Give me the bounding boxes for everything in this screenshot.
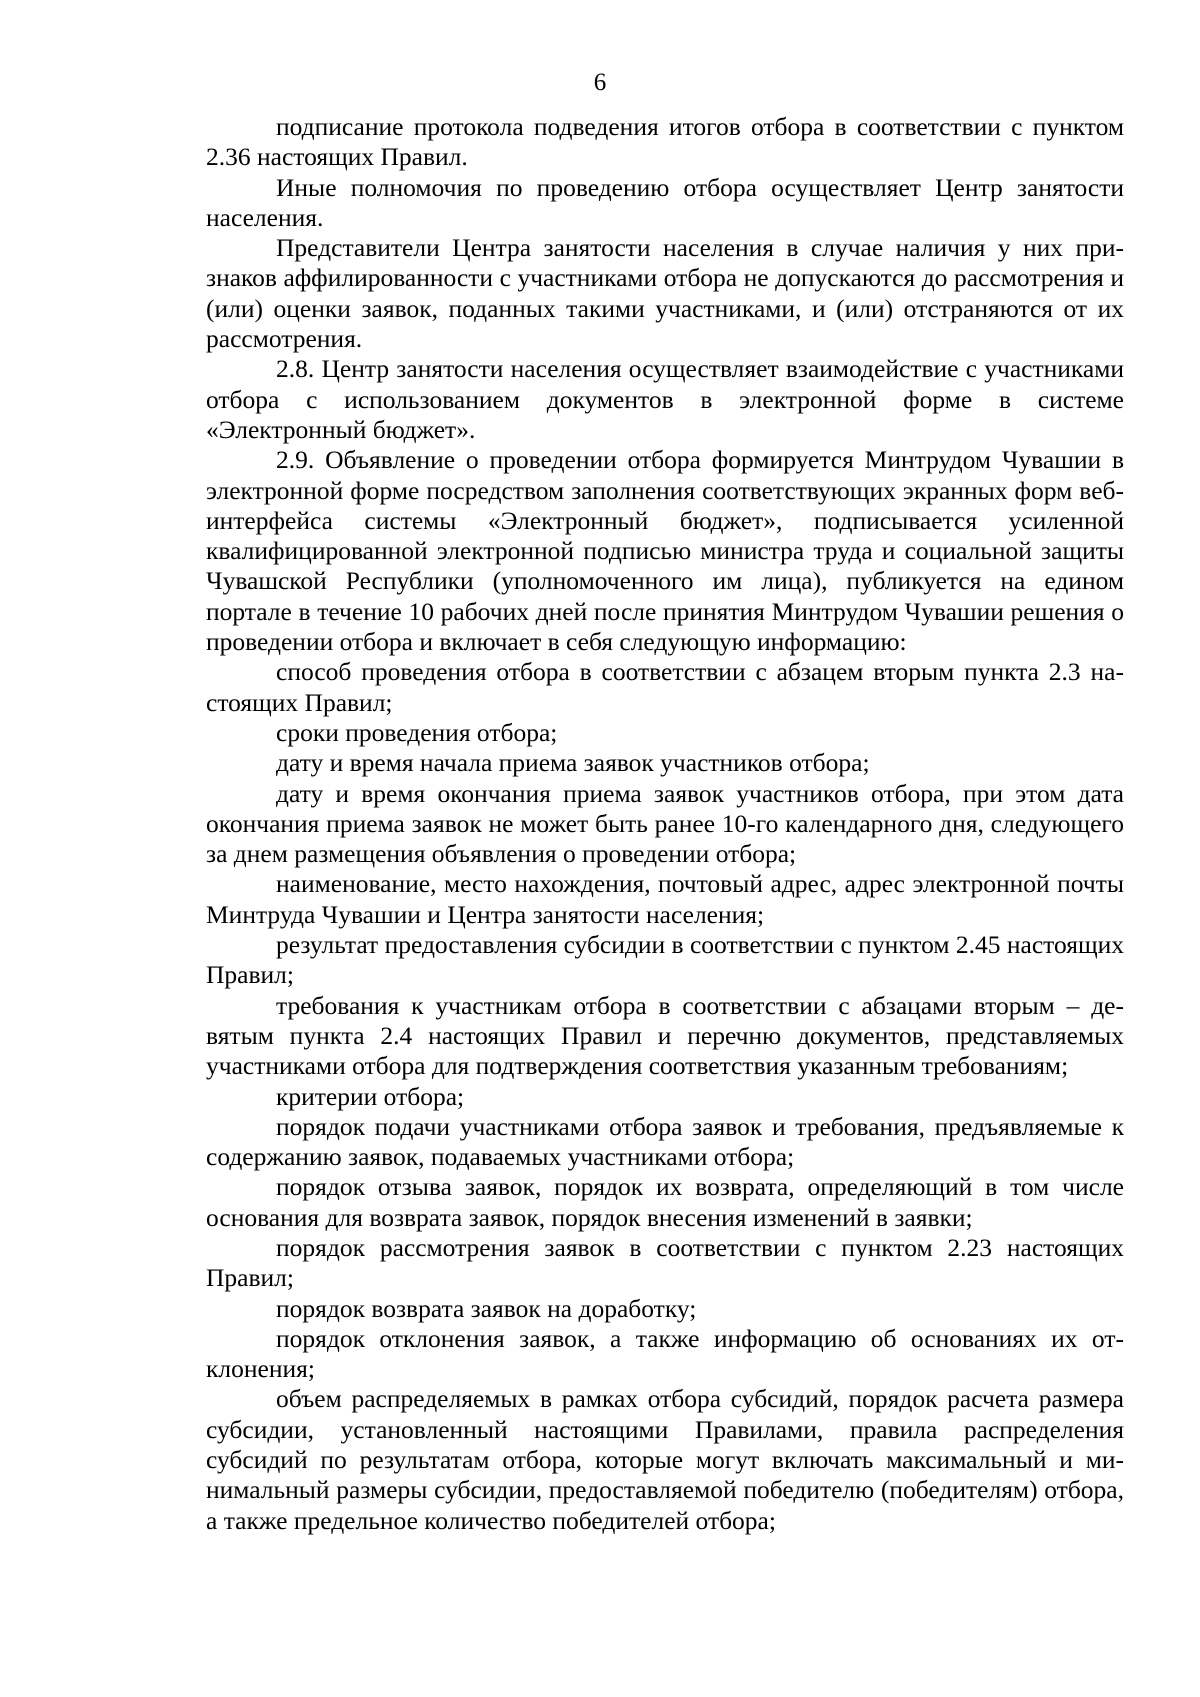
paragraph: требования к участникам отбора в соответствии с абзацами вторым – девятым пункта 2.4 настоящих Правил и перечню документов, представляемых участниками отбора для подтверждения соответствия указанным требованиям; [206, 990, 1124, 1081]
paragraph: порядок отзыва заявок, порядок их возврата, определяющий в том числе основания для возврата заявок, порядок внесения изменений в заявки; [206, 1172, 1124, 1232]
paragraph: наименование, место нахождения, почтовый адрес, адрес электронной почты Минтруда Чувашии и Центра занятости населения; [206, 869, 1124, 929]
paragraph: порядок рассмотрения заявок в соответствии с пунктом 2.23 настоящих Правил; [206, 1232, 1124, 1293]
paragraph: Представители Центра занятости населения в случае наличия у них признаков аффилированности с участниками отбора не допускаются до рассмотрения и (или) оценки заявок, поданных такими участниками, и (или) отстраняются от их рассмотрения. [206, 233, 1124, 354]
paragraph: объем распределяемых в рамках отбора субсидий, порядок расчета размера субсидии, установленный настоящими Правилами, правила распределения субсидий по результатам отбора, которые могут включать максимальный и минимальный размеры субсидии, предоставляемой победителю (победителям) отбора, а также предельное количество победителей отбора; [206, 1384, 1124, 1535]
paragraph: дату и время окончания приема заявок участников отбора, при этом дата окончания приема заявок не может быть ранее 10-го календарного дня, следующего за днем размещения объявления о проведении отбора; [206, 778, 1124, 869]
paragraph: сроки проведения отбора; [276, 717, 558, 747]
paragraph: подписание протокола подведения итогов отбора в соответствии с пунктом 2.36 настоящих Правил. [206, 112, 1124, 172]
paragraph: порядок подачи участниками отбора заявок и требования, предъявляемые к содержанию заявок, подаваемых участниками отбора; [206, 1111, 1124, 1172]
document-body [206, 112, 1124, 1536]
page-number: 6 [593, 69, 607, 96]
paragraph: способ проведения отбора в соответствии с абзацем вторым пункта 2.3 настоящих Правил; [206, 657, 1124, 717]
paragraph: Иные полномочия по проведению отбора осуществляет Центр занятости населения. [206, 172, 1124, 232]
paragraph: порядок возврата заявок на доработку; [276, 1293, 697, 1323]
paragraph: 2.8. Центр занятости населения осуществляет взаимодействие с участниками отбора с использованием документов в электронной форме в системе «Электронный бюджет». [206, 354, 1124, 444]
paragraph: дату и время начала приема заявок участников отбора; [276, 748, 870, 778]
paragraph: результат предоставления субсидии в соответствии с пунктом 2.45 настоящих Правил; [206, 930, 1124, 990]
paragraph: 2.9. Объявление о проведении отбора формируется Минтрудом Чувашии в электронной форме посредством заполнения соответствующих экранных форм веб-интерфейса системы «Электронный бюджет», подписывается усиленной квалифицированной электронной подписью министра труда и социальной защиты Чувашской Республики (уполномоченного им лица), публикуется на едином портале в течение 10 рабочих дней после принятия Минтрудом Чувашии решения о проведении отбора и включает в себя следующую информацию: [206, 445, 1124, 657]
paragraph: порядок отклонения заявок, а также информацию об основаниях их отклонения; [206, 1323, 1124, 1384]
paragraph: критерии отбора; [276, 1081, 465, 1111]
